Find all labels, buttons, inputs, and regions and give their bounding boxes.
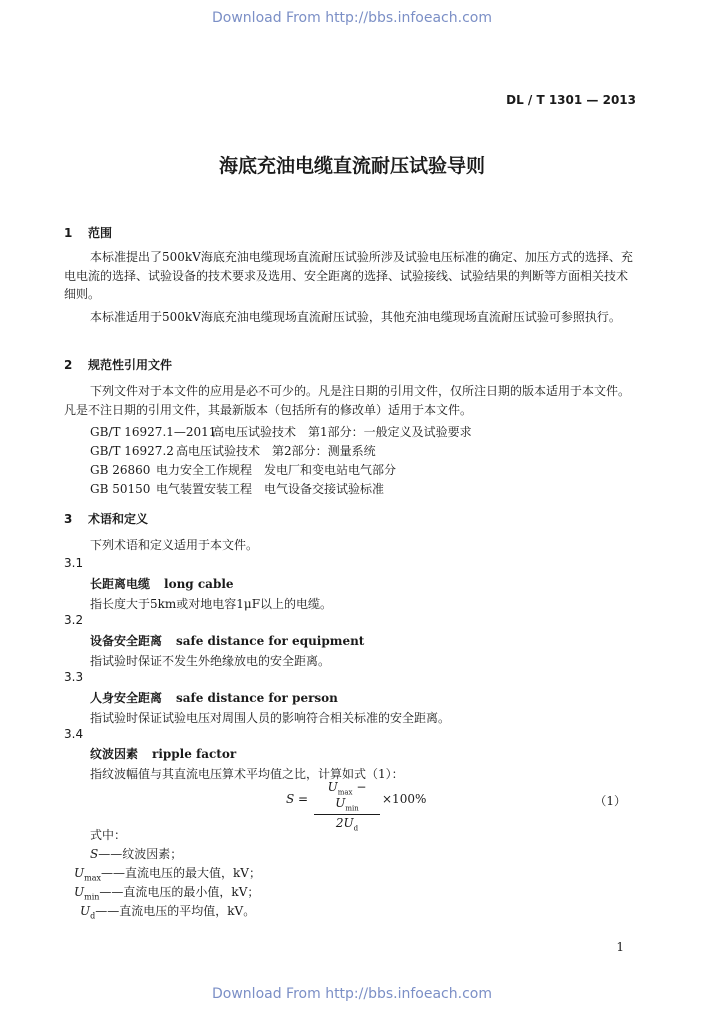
term-en: safe distance for person xyxy=(176,691,338,705)
clause-number: 3.4 xyxy=(64,727,84,741)
symbol-definition: $U_{max}——$直流电压的最大值，kV； xyxy=(74,866,261,883)
term-en: safe distance for equipment xyxy=(176,634,365,648)
term-entry xyxy=(90,632,364,649)
formula-tail: ×100% xyxy=(382,792,427,806)
section-title: 术语和定义 xyxy=(88,512,149,526)
reference-code: GB 26860 xyxy=(90,463,151,477)
fraction-bar xyxy=(314,814,380,815)
term-entry xyxy=(90,689,338,706)
symbol-definition: S——纹波因素； xyxy=(90,847,183,861)
reference-code: GB/T 16927.2 xyxy=(90,444,174,458)
term-definition: 指试验时保证不发生外绝缘放电的安全距离。 xyxy=(90,654,331,668)
formula-fraction xyxy=(314,780,380,832)
term-en: long cable xyxy=(164,577,234,591)
where-label: 式中： xyxy=(90,828,127,842)
section-number: 2 xyxy=(64,358,73,372)
watermark-top: Download From http://bbs.infoeach.com xyxy=(212,10,492,26)
reference-code: GB/T 16927.1—2011 xyxy=(90,425,217,439)
section-number: 1 xyxy=(64,226,73,240)
reference-title: 电气装置安装工程 电气设备交接试验标准 xyxy=(156,482,385,496)
clause-number: 3.2 xyxy=(64,613,84,627)
term-zh: 人身安全距离 xyxy=(90,691,163,705)
formula-equals: = xyxy=(298,792,309,806)
section-heading-normative-references xyxy=(64,356,172,373)
clause-number: 3.3 xyxy=(64,670,84,684)
term-zh: 设备安全距离 xyxy=(90,634,163,648)
formula-denominator: $2U_d$ xyxy=(335,815,359,833)
reference-item xyxy=(90,423,472,440)
clause-number: 3.1 xyxy=(64,556,84,570)
scope-paragraph-2: 本标准适用于500kV海底充油电缆现场直流耐压试验，其他充油电缆现场直流耐压试验可参照执行。 xyxy=(90,310,621,324)
term-zh: 长距离电缆 xyxy=(90,577,151,591)
terms-intro: 下列术语和定义适用于本文件。 xyxy=(90,538,259,552)
reference-code: GB 50150 xyxy=(90,482,151,496)
term-zh: 纹波因素 xyxy=(90,747,139,761)
reference-item xyxy=(90,480,384,497)
term-definition: 指试验时保证试验电压对周围人员的影响符合相关标准的安全距离。 xyxy=(90,711,451,725)
page-number: 1 xyxy=(616,940,624,954)
symbol-definition: $U_{min}——$直流电压的最小值，kV； xyxy=(74,885,260,902)
document-title: 海底充油电缆直流耐压试验导则 xyxy=(218,155,485,177)
equation-number: （1） xyxy=(594,794,626,808)
symbol-definition: $U_d——$直流电压的平均值，kV。 xyxy=(80,904,256,921)
formula-lhs: S xyxy=(286,792,295,806)
standard-number: DL / T 1301 — 2013 xyxy=(506,93,636,107)
formula-numerator: $U_{max} - U_{min}$ xyxy=(327,780,367,813)
reference-title: 电力安全工作规程 发电厂和变电站电气部分 xyxy=(156,463,397,477)
reference-title: 高电压试验技术 第1部分：一般定义及试验要求 xyxy=(212,425,472,439)
section-title: 规范性引用文件 xyxy=(88,358,173,372)
reference-title: 高电压试验技术 第2部分：测量系统 xyxy=(176,444,376,458)
reference-item xyxy=(90,461,396,478)
term-definition: 指纹波幅值与其直流电压算术平均值之比，计算如式（1）： xyxy=(90,767,404,781)
reference-item xyxy=(90,442,376,459)
watermark-bottom: Download From http://bbs.infoeach.com xyxy=(212,986,492,1002)
term-definition: 指长度大于5km或对地电容1μF以上的电缆。 xyxy=(90,597,333,611)
term-entry xyxy=(90,745,236,762)
section-heading-scope xyxy=(64,224,112,241)
section-heading-terms xyxy=(64,510,148,527)
section-title: 范围 xyxy=(88,226,113,240)
section-number: 3 xyxy=(64,512,73,526)
term-entry xyxy=(90,575,234,592)
scope-paragraph-1: 本标准提出了500kV海底充油电缆现场直流耐压试验所涉及试验电压标准的确定、加压方式的选择、充电电流的选择、试验设备的技术要求及选用、安全距离的选择、试验接线、试验结果的判断等方面相关技术细则。 xyxy=(64,250,633,301)
term-en: ripple factor xyxy=(152,747,237,761)
references-paragraph: 下列文件对于本文件的应用是必不可少的。凡是注日期的引用文件，仅所注日期的版本适用于本文件。凡是不注日期的引用文件，其最新版本（包括所有的修改单）适用于本文件。 xyxy=(64,384,631,417)
